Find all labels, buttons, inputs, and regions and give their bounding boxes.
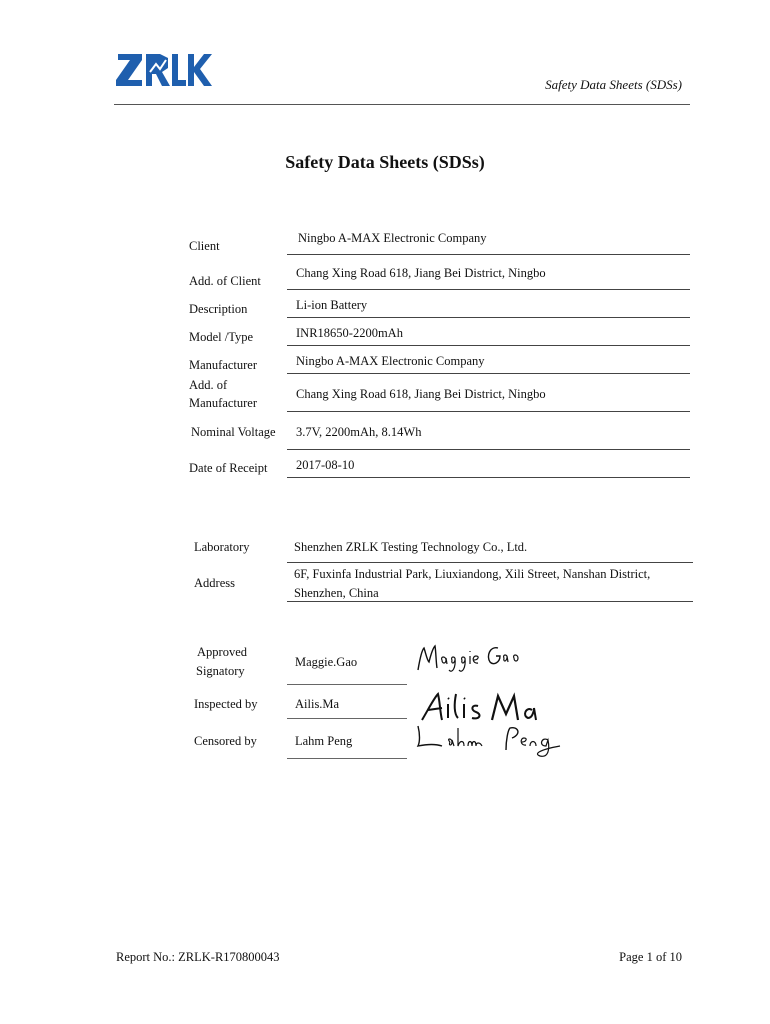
client-label: Client	[189, 239, 220, 253]
censored-by-name: Lahm Peng	[295, 734, 353, 748]
model-label: Model /Type	[189, 330, 254, 344]
row-divider	[287, 317, 690, 318]
client-address-label: Add. of Client	[189, 274, 261, 288]
signature-maggie-gao	[414, 638, 524, 678]
censored-by-label: Censored by	[194, 734, 257, 748]
manufacturer-address-label-line2: Manufacturer	[189, 396, 258, 410]
manufacturer-address-label-line1: Add. of	[189, 378, 228, 392]
client-address-value: Chang Xing Road 618, Jiang Bei District, Ningbo	[296, 266, 546, 280]
company-logo	[116, 52, 212, 88]
description-label: Description	[189, 302, 248, 316]
approved-signatory-name: Maggie.Gao	[295, 655, 358, 669]
row-divider	[287, 373, 690, 374]
approved-signatory-label-line2: Signatory	[196, 664, 245, 678]
approved-signatory-label-line1: Approved	[197, 645, 247, 659]
laboratory-address-line2: Shenzhen, China	[294, 586, 379, 600]
laboratory-label: Laboratory	[194, 540, 250, 554]
row-divider	[287, 601, 693, 602]
manufacturer-value: Ningbo A-MAX Electronic Company	[296, 354, 485, 368]
running-header-title: Safety Data Sheets (SDSs)	[545, 77, 682, 92]
signature-line	[287, 758, 407, 759]
date-of-receipt-value: 2017-08-10	[296, 458, 355, 472]
nominal-voltage-value: 3.7V, 2200mAh, 8.14Wh	[296, 425, 422, 439]
model-value: INR18650-2200mAh	[296, 326, 403, 340]
row-divider	[287, 411, 690, 412]
manufacturer-label: Manufacturer	[189, 358, 258, 372]
report-number: Report No.: ZRLK-R170800043	[116, 950, 280, 964]
signature-line	[287, 684, 407, 685]
row-divider	[287, 477, 690, 478]
page-title: Safety Data Sheets (SDSs)	[285, 152, 485, 172]
nominal-voltage-label: Nominal Voltage	[191, 425, 276, 439]
manufacturer-address-value: Chang Xing Road 618, Jiang Bei District, Ningbo	[296, 387, 546, 401]
row-divider	[287, 449, 690, 450]
row-divider	[287, 562, 693, 563]
inspected-by-label: Inspected by	[194, 697, 258, 711]
laboratory-value: Shenzhen ZRLK Testing Technology Co., Ltd.	[294, 540, 528, 554]
row-divider	[287, 289, 690, 290]
laboratory-address-label: Address	[194, 576, 235, 590]
date-of-receipt-label: Date of Receipt	[189, 461, 268, 475]
inspected-by-name: Ailis.Ma	[295, 697, 340, 711]
laboratory-address-line1: 6F, Fuxinfa Industrial Park, Liuxiandong, Xili Street, Nanshan District,	[294, 567, 651, 581]
description-value: Li-ion Battery	[296, 298, 368, 312]
client-value: Ningbo A-MAX Electronic Company	[298, 231, 487, 245]
header-divider	[114, 104, 690, 105]
signature-line	[287, 718, 407, 719]
page-number: Page 1 of 10	[619, 950, 682, 964]
row-divider	[287, 345, 690, 346]
row-divider	[287, 254, 690, 255]
signature-lahm-peng	[414, 720, 564, 760]
